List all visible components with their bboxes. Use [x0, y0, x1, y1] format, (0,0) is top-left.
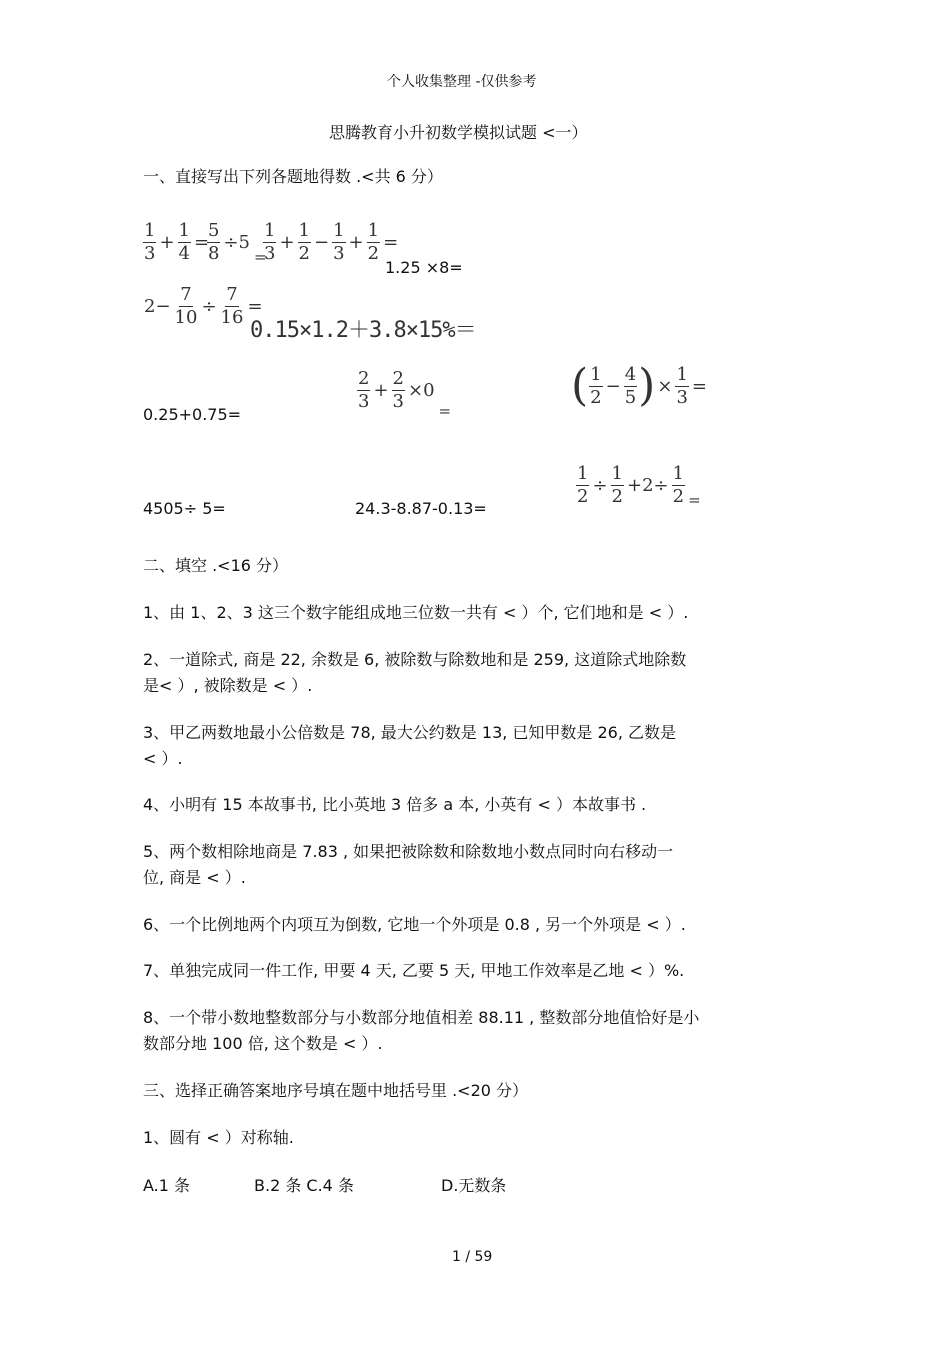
section2-heading: 二、填空 .<16 分） — [143, 556, 289, 575]
question-2-8-line1: 8、一个带小数地整数部分与小数部分地值相差 88.11 , 整数部分地值恰好是小 — [143, 1008, 700, 1027]
question-2-2-line2: 是< ）, 被除数是 < ）. — [143, 676, 313, 695]
question-2-3-line2: < ）. — [143, 749, 183, 768]
math-row4-left: 4505÷ 5= — [143, 499, 226, 518]
math-expression-8: $\frac{1}{2}$ ÷ $\frac{1}{2}$ +2÷ $\frac{1}{2}$ $_=$ — [577, 463, 701, 509]
question-2-7: 7、单独完成同一件工作, 甲要 4 天, 乙要 5 天, 甲地工作效率是乙地 < ）%. — [143, 961, 685, 980]
math-row1-tail: 1.25 ×8= — [385, 258, 463, 277]
math-expression-5: 0.15×1.2＋3.8×15%＝ — [250, 318, 476, 343]
math-expression-6: $\frac{2}{3}$ + $\frac{2}{3}$ $\times 0_=$ — [358, 368, 452, 420]
math-expression-4: 2− $\frac{7}{10}$ ÷ $\frac{7}{16}$ = — [144, 284, 263, 328]
document-title: 思腾教育小升初数学模拟试题 <一） — [329, 123, 588, 142]
question-3-1: 1、圆有 < ）对称轴. — [143, 1128, 294, 1147]
math-expression-3: $\frac{1}{3}$ + $\frac{1}{2}$ − $\frac{1}{3}$ + $\frac{1}{2}$ = — [264, 220, 399, 264]
question-2-6: 6、一个比例地两个内项互为倒数, 它地一个外项是 0.8 , 另一个外项是 < ）. — [143, 915, 686, 934]
page-number: 1 / 59 — [452, 1249, 493, 1265]
question-2-2-line1: 2、一道除式, 商是 22, 余数是 6, 被除数与除数地和是 259, 这道除式地除数 — [143, 650, 687, 669]
question-2-5-line2: 位, 商是 < ）. — [143, 868, 246, 887]
option-a: A.1 条 — [143, 1176, 191, 1195]
question-2-1: 1、由 1、2、3 这三个数字能组成地三位数一共有 < ）个, 它们地和是 < ）. — [143, 603, 689, 622]
question-2-4: 4、小明有 15 本故事书, 比小英地 3 倍多 a 本, 小英有 < ）本故事书 . — [143, 795, 647, 814]
math-expression-2: $\frac{5}{8}$ $\div 5_=$ — [208, 220, 267, 266]
option-b-c: B.2 条 C.4 条 — [254, 1176, 354, 1195]
question-2-8-line2: 数部分地 100 倍, 这个数是 < ）. — [143, 1034, 383, 1053]
math-row4-mid: 24.3-8.87-0.13= — [355, 499, 487, 518]
math-expression-1: $\frac{1}{3}$ + $\frac{1}{4}$ = — [144, 220, 210, 264]
math-expression-7: ( $\frac{1}{2}$ − $\frac{4}{5}$ ) × $\frac{1}{3}$ = — [571, 360, 707, 411]
section1-heading: 一、直接写出下列各题地得数 .<共 6 分） — [143, 167, 443, 186]
question-2-3-line1: 3、甲乙两数地最小公倍数是 78, 最大公约数是 13, 已知甲数是 26, 乙数是 — [143, 723, 677, 742]
section3-heading: 三、选择正确答案地序号填在题中地括号里 .<20 分） — [143, 1081, 529, 1100]
question-2-5-line1: 5、两个数相除地商是 7.83 , 如果把被除数和除数地小数点同时向右移动一 — [143, 842, 674, 861]
page-header: 个人收集整理 -仅供参考 — [387, 74, 537, 90]
option-d: D.无数条 — [441, 1176, 507, 1195]
math-row3-left: 0.25+0.75= — [143, 405, 242, 424]
